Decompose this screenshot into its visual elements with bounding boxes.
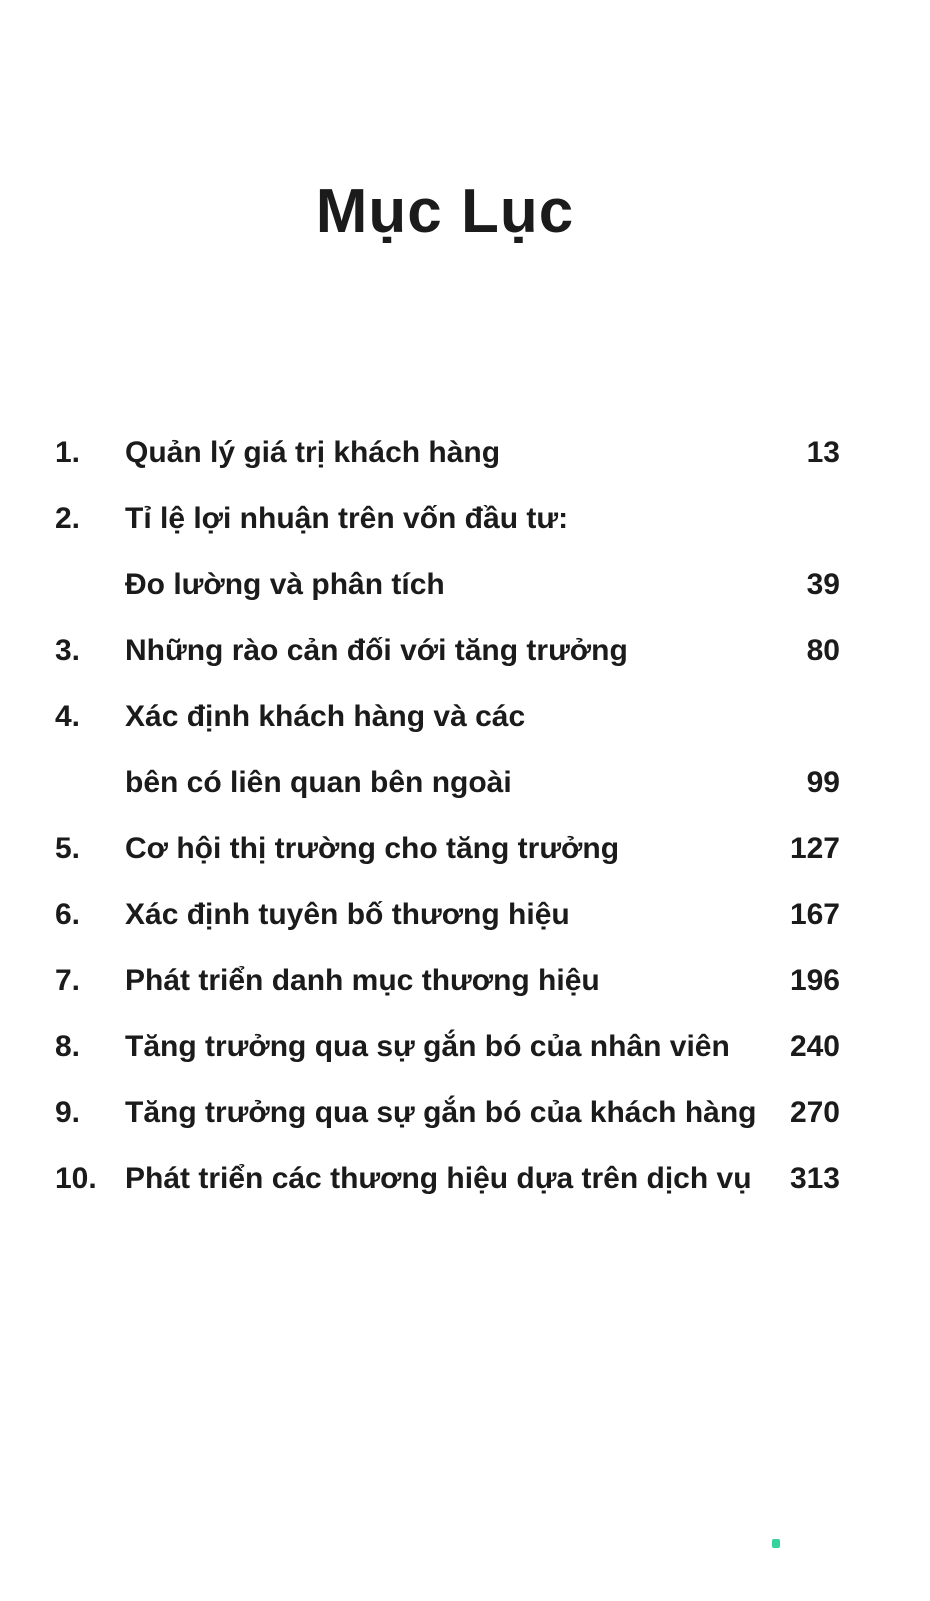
toc-item-page: 127 bbox=[789, 832, 840, 865]
toc-item-page: 80 bbox=[806, 634, 840, 667]
toc-row bbox=[55, 1162, 840, 1228]
toc-item-page: 39 bbox=[806, 568, 840, 601]
toc-list bbox=[55, 436, 840, 1228]
toc-item-title: Phát triển các thương hiệu dựa trên dịch vụ bbox=[125, 1162, 752, 1195]
toc-item-title: Tăng trưởng qua sự gắn bó của nhân viên bbox=[125, 1030, 730, 1063]
toc-item-number: 4. bbox=[55, 700, 81, 733]
toc-item-title: Những rào cản đối với tăng trưởng bbox=[125, 634, 628, 667]
toc-item-number: 6. bbox=[55, 898, 81, 931]
toc-item-page: 167 bbox=[789, 898, 840, 931]
toc-item-title: Phát triển danh mục thương hiệu bbox=[125, 964, 600, 997]
toc-item-page: 196 bbox=[789, 964, 840, 997]
toc-item-title: bên có liên quan bên ngoài bbox=[125, 766, 512, 799]
toc-item-page: 13 bbox=[806, 436, 840, 469]
toc-item-number: 10. bbox=[55, 1162, 97, 1195]
toc-item-title: Tăng trưởng qua sự gắn bó của khách hàng bbox=[125, 1096, 757, 1129]
toc-item-title: Tỉ lệ lợi nhuận trên vốn đầu tư: bbox=[125, 502, 569, 535]
page-title: Mục Lục bbox=[315, 177, 575, 246]
toc-item-number: 8. bbox=[55, 1030, 81, 1063]
toc-row bbox=[55, 766, 840, 832]
toc-row bbox=[55, 700, 840, 766]
toc-row bbox=[55, 1096, 840, 1162]
toc-item-title: Đo lường và phân tích bbox=[125, 568, 445, 601]
toc-item-title: Xác định khách hàng và các bbox=[125, 700, 526, 733]
toc-item-number: 5. bbox=[55, 832, 81, 865]
toc-item-title: Quản lý giá trị khách hàng bbox=[125, 436, 501, 469]
toc-item-number: 2. bbox=[55, 502, 81, 535]
toc-item-title: Cơ hội thị trường cho tăng trưởng bbox=[125, 832, 620, 865]
toc-row bbox=[55, 1030, 840, 1096]
scan-artifact-dot bbox=[772, 1539, 780, 1548]
toc-row bbox=[55, 964, 840, 1030]
toc-item-number: 1. bbox=[55, 436, 81, 469]
toc-item-number: 7. bbox=[55, 964, 81, 997]
toc-row bbox=[55, 436, 840, 502]
toc-item-page: 240 bbox=[789, 1030, 840, 1063]
toc-row bbox=[55, 502, 840, 568]
toc-item-number: 9. bbox=[55, 1096, 81, 1129]
toc-item-page: 99 bbox=[806, 766, 840, 799]
toc-row bbox=[55, 898, 840, 964]
toc-item-page: 313 bbox=[789, 1162, 840, 1195]
toc-item-number: 3. bbox=[55, 634, 81, 667]
toc-row bbox=[55, 568, 840, 634]
toc-row bbox=[55, 634, 840, 700]
toc-item-page: 270 bbox=[789, 1096, 840, 1129]
toc-item-title: Xác định tuyên bố thương hiệu bbox=[125, 898, 570, 931]
toc-row bbox=[55, 832, 840, 898]
